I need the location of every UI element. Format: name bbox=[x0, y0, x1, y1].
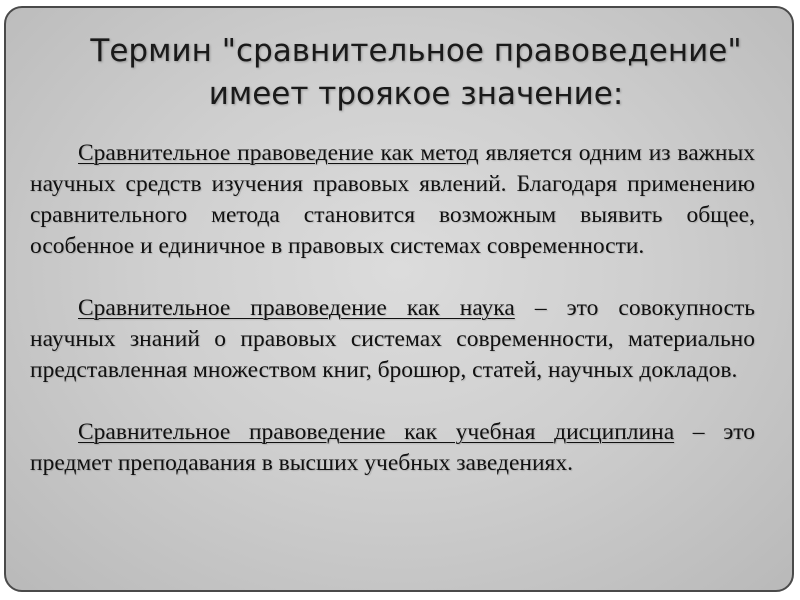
slide bbox=[4, 6, 794, 592]
paragraph-discipline-text: – это предмет преподавания в высших учебных заведениях. bbox=[30, 419, 755, 476]
paragraph-science bbox=[30, 293, 755, 386]
paragraph-method-text: является одним из важных научных средств изучения правовых явлений. Благодаря применению сравнительного метода становится возможным выявить общее, особенное и единичное в правовых системах современности. bbox=[30, 140, 756, 259]
term-science: Сравнительное правоведение как наука bbox=[78, 295, 515, 321]
slide-title bbox=[46, 30, 786, 116]
slide-title-line-2: имеет троякое значение: bbox=[208, 76, 624, 112]
paragraph-science-text: – это совокупность научных знаний о правовых системах современности, материально представленная множеством книг, брошюр, статей, научных докладов. bbox=[30, 295, 755, 383]
slide-title-line-1: Термин "сравнительное правоведение" bbox=[90, 33, 742, 69]
paragraph-discipline bbox=[30, 417, 755, 479]
term-method: Сравнительное правоведение как метод bbox=[78, 140, 479, 166]
term-discipline: Сравнительное правоведение как учебная дисциплина bbox=[78, 419, 675, 445]
slide-body bbox=[30, 138, 755, 510]
paragraph-method bbox=[30, 138, 755, 262]
